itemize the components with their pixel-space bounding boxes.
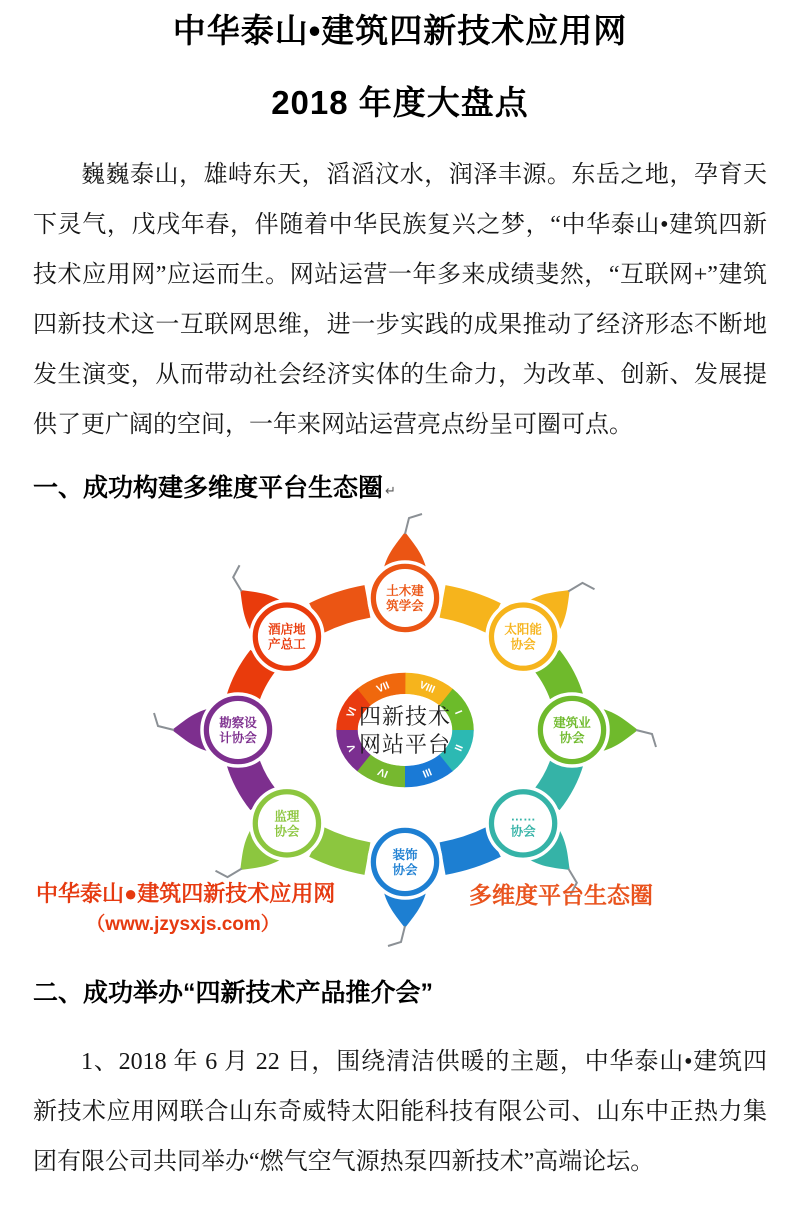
petal-label-line2: 协会 xyxy=(274,824,300,839)
petal-label-line1: 建筑业 xyxy=(553,716,591,730)
petal-label-line1: 装饰 xyxy=(392,848,418,862)
inner-ring-numeral-II: II xyxy=(451,742,465,753)
paragraph-mark-icon: ↵ xyxy=(385,483,396,498)
petal-label-line2: 筑学会 xyxy=(386,599,424,613)
petal-disc xyxy=(209,701,267,759)
petal-civil-engineering-society xyxy=(369,514,441,634)
outer-ring-arc-supervision-association xyxy=(317,842,368,859)
petal-label-line2: 计协会 xyxy=(219,731,257,745)
inner-ring-numeral-VII: VII xyxy=(374,679,392,696)
petal-label-line1: 酒店地 xyxy=(268,622,306,637)
petal-label-line2: 产总工 xyxy=(268,637,306,652)
center-label-line2: 网站平台 xyxy=(358,732,452,757)
petal-tip-line xyxy=(405,514,422,534)
petal-label-line2: 协会 xyxy=(510,637,536,652)
center-label-line1: 四新技术 xyxy=(358,704,452,729)
petal-survey-design-association xyxy=(154,694,274,766)
petal-label-line1: 监理 xyxy=(274,809,300,824)
petal-hotel-realestate-chief-engineers xyxy=(202,552,338,688)
petal-decoration-association xyxy=(369,826,441,946)
petal-disc xyxy=(376,833,434,891)
diagram-caption-ecosystem: 多维度平台生态圈 xyxy=(469,882,653,908)
petal-disc xyxy=(376,569,434,627)
petal-tip-line xyxy=(568,577,594,603)
section1-heading-text: 一、成功构建多维度平台生态圈 xyxy=(33,474,384,502)
petal-tip-line xyxy=(154,713,174,730)
petal-label-line1: 勘察设 xyxy=(219,716,257,730)
inner-ring-numeral-VI: VI xyxy=(344,705,360,720)
petal-label-line2: 协会 xyxy=(559,731,585,745)
petal-construction-association xyxy=(536,694,656,766)
inner-ring-numeral-III: III xyxy=(420,765,434,780)
doc-subtitle: 2018 年度大盘点 xyxy=(271,84,529,121)
ecosystem-diagram xyxy=(33,513,767,955)
outer-ring-arc-civil-engineering-society xyxy=(317,601,368,618)
document-page xyxy=(0,10,800,1207)
petal-tip-line xyxy=(228,565,254,591)
inner-ring-numeral-V: V xyxy=(344,742,359,754)
petal-label-line1: 土木建 xyxy=(386,584,424,598)
petal-tip-line xyxy=(636,730,656,747)
outer-ring-arc-solar-association xyxy=(443,601,494,618)
petal-label-line1: 太阳能 xyxy=(504,622,542,637)
petal-disc xyxy=(543,701,601,759)
section2-paragraph: 1、2018 年 6 月 22 日，围绕清洁供暖的主题，中华泰山•建筑四新技术应用网联合山东奇威特太阳能科技有限公司、山东中正热力集团有限公司共同举办“燃气空气源热泵四新技术”高端论坛。 xyxy=(33,1049,767,1175)
outer-ring-arc-decoration-association xyxy=(443,842,494,859)
inner-ring-numeral-VIII: VIII xyxy=(417,678,437,697)
diagram-caption-site: 中华泰山●建筑四新技术应用网 xyxy=(36,881,336,906)
doc-title: 中华泰山•建筑四新技术应用网 xyxy=(172,12,628,49)
petal-label-line2: 协会 xyxy=(392,863,418,877)
inner-ring-numeral-IV: IV xyxy=(376,765,390,780)
petal-solar-association xyxy=(472,552,608,688)
petal-tip-line xyxy=(388,926,405,946)
intro-paragraph: 巍巍泰山，雄峙东天，滔滔汶水，润泽丰源。东岳之地，孕育天下灵气，戊戌年春，伴随着中华民族复兴之梦，“中华泰山•建筑四新技术应用网”应运而生。网站运营一年多来成绩斐然，“互联网+”建筑四新技术这一互联网思维，进一步实践的成果推动了经济形态不断地发生演变，从而带动社会经济实体的生命力，为改革、创新、发展提供了更广阔的空间，一年来网站运营亮点纷呈可圈可点。 xyxy=(33,162,767,438)
inner-ring-numeral-I: I xyxy=(452,708,465,717)
petal-label-line2: 协会 xyxy=(510,824,536,839)
petal-label-line1: …… xyxy=(510,809,536,824)
diagram-caption-url: （www.jzysxjs.com） xyxy=(86,914,280,935)
section2-heading: 二、成功举办“四新技术产品推介会” xyxy=(33,979,434,1007)
section1-heading xyxy=(33,470,767,509)
